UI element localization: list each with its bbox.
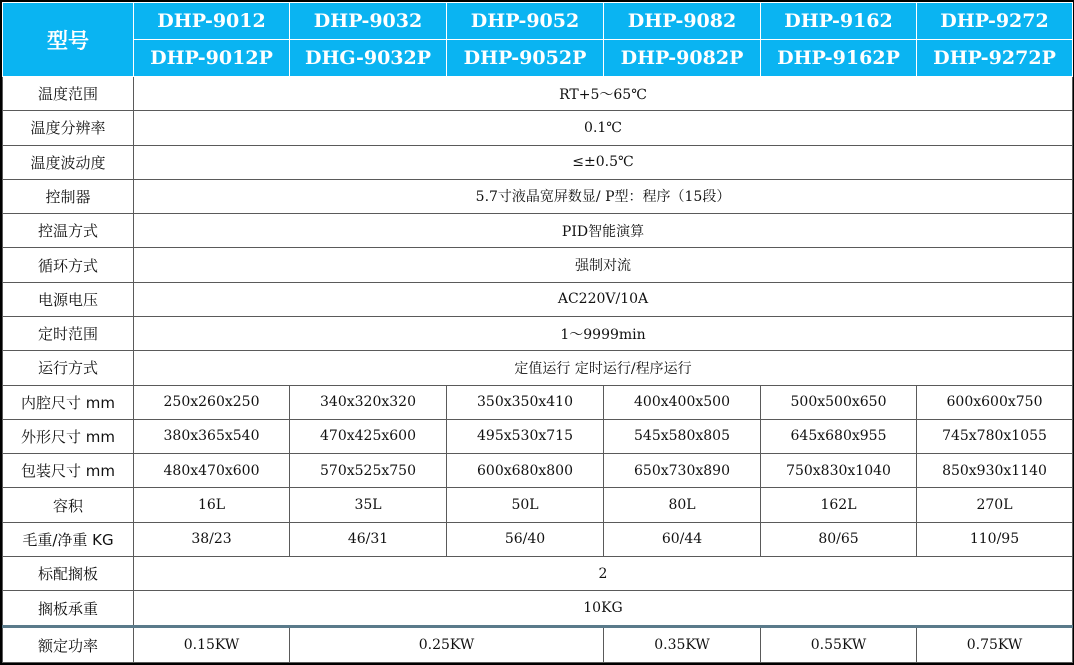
value-cell: 400x400x500 <box>604 385 761 419</box>
model-cell: DHP-9162P <box>761 40 917 77</box>
value-cell: 500x500x650 <box>761 385 917 419</box>
row-value: 2 <box>134 556 1073 590</box>
model-cell: DHG-9032P <box>290 40 447 77</box>
value-cell: 60/44 <box>604 522 761 556</box>
value-cell: 56/40 <box>447 522 604 556</box>
row-label: 温度波动度 <box>3 145 134 179</box>
value-cell: 600x680x800 <box>447 454 604 488</box>
row-temp-fluctuation <box>3 145 1073 179</box>
value-cell: 0.25KW <box>290 627 604 663</box>
row-label: 容积 <box>3 488 134 522</box>
value-cell: 110/95 <box>917 522 1073 556</box>
model-cell: DHP-9052P <box>447 40 604 77</box>
value-cell: 545x580x805 <box>604 419 761 453</box>
row-value: 10KG <box>134 591 1073 627</box>
value-cell: 38/23 <box>134 522 290 556</box>
value-cell: 270L <box>917 488 1073 522</box>
value-cell: 480x470x600 <box>134 454 290 488</box>
model-cell: DHP-9012P <box>134 40 290 77</box>
value-cell: 750x830x1040 <box>761 454 917 488</box>
value-cell: 645x680x955 <box>761 419 917 453</box>
model-cell: DHP-9082 <box>604 3 761 40</box>
row-run-mode <box>3 351 1073 385</box>
row-value: RT+5～65℃ <box>134 77 1073 111</box>
value-cell: 80/65 <box>761 522 917 556</box>
row-weight <box>3 522 1073 556</box>
row-temp-resolution <box>3 111 1073 145</box>
value-cell: 46/31 <box>290 522 447 556</box>
value-cell: 250x260x250 <box>134 385 290 419</box>
row-label: 外形尺寸 mm <box>3 419 134 453</box>
row-value: PID智能演算 <box>134 214 1073 248</box>
value-cell: 16L <box>134 488 290 522</box>
value-cell: 600x600x750 <box>917 385 1073 419</box>
row-power <box>3 627 1073 663</box>
value-cell: 35L <box>290 488 447 522</box>
model-cell: DHP-9272 <box>917 3 1073 40</box>
model-cell: DHP-9082P <box>604 40 761 77</box>
row-label: 控制器 <box>3 179 134 213</box>
row-label: 定时范围 <box>3 316 134 350</box>
model-cell: DHP-9052 <box>447 3 604 40</box>
model-cell: DHP-9272P <box>917 40 1073 77</box>
row-value: 1～9999min <box>134 316 1073 350</box>
value-cell: 0.35KW <box>604 627 761 663</box>
row-value: 定值运行 定时运行/程序运行 <box>134 351 1073 385</box>
row-label: 包装尺寸 mm <box>3 454 134 488</box>
value-cell: 650x730x890 <box>604 454 761 488</box>
row-label: 额定功率 <box>3 627 134 663</box>
value-cell: 350x350x410 <box>447 385 604 419</box>
row-shelf-load <box>3 591 1073 627</box>
model-label: 型号 <box>3 3 134 77</box>
value-cell: 0.55KW <box>761 627 917 663</box>
value-cell: 80L <box>604 488 761 522</box>
row-label: 搁板承重 <box>3 591 134 627</box>
value-cell: 495x530x715 <box>447 419 604 453</box>
model-cell: DHP-9162 <box>761 3 917 40</box>
value-cell: 0.15KW <box>134 627 290 663</box>
row-control-mode <box>3 214 1073 248</box>
row-label: 标配搁板 <box>3 556 134 590</box>
row-value: AC220V/10A <box>134 282 1073 316</box>
row-temp-range <box>3 77 1073 111</box>
value-cell: 0.75KW <box>917 627 1073 663</box>
row-label: 温度范围 <box>3 77 134 111</box>
row-label: 内腔尺寸 mm <box>3 385 134 419</box>
value-cell: 470x425x600 <box>290 419 447 453</box>
row-value: ≤±0.5℃ <box>134 145 1073 179</box>
model-cell: DHP-9012 <box>134 3 290 40</box>
spec-table <box>2 2 1073 663</box>
row-circulation <box>3 248 1073 282</box>
row-value: 强制对流 <box>134 248 1073 282</box>
row-shelves <box>3 556 1073 590</box>
row-power-supply <box>3 282 1073 316</box>
row-label: 温度分辨率 <box>3 111 134 145</box>
row-timer-range <box>3 316 1073 350</box>
row-label: 毛重/净重 KG <box>3 522 134 556</box>
row-label: 控温方式 <box>3 214 134 248</box>
value-cell: 570x525x750 <box>290 454 447 488</box>
value-cell: 745x780x1055 <box>917 419 1073 453</box>
row-value: 0.1℃ <box>134 111 1073 145</box>
row-label: 电源电压 <box>3 282 134 316</box>
row-controller <box>3 179 1073 213</box>
value-cell: 380x365x540 <box>134 419 290 453</box>
row-inner-size <box>3 385 1073 419</box>
model-row-1 <box>3 3 1073 40</box>
row-label: 循环方式 <box>3 248 134 282</box>
model-cell: DHP-9032 <box>290 3 447 40</box>
value-cell: 340x320x320 <box>290 385 447 419</box>
row-value: 5.7寸液晶宽屏数显/ P型：程序（15段） <box>134 179 1073 213</box>
row-label: 运行方式 <box>3 351 134 385</box>
value-cell: 162L <box>761 488 917 522</box>
row-outer-size <box>3 419 1073 453</box>
model-row-2 <box>3 40 1073 77</box>
row-package-size <box>3 454 1073 488</box>
value-cell: 50L <box>447 488 604 522</box>
value-cell: 850x930x1140 <box>917 454 1073 488</box>
row-volume <box>3 488 1073 522</box>
